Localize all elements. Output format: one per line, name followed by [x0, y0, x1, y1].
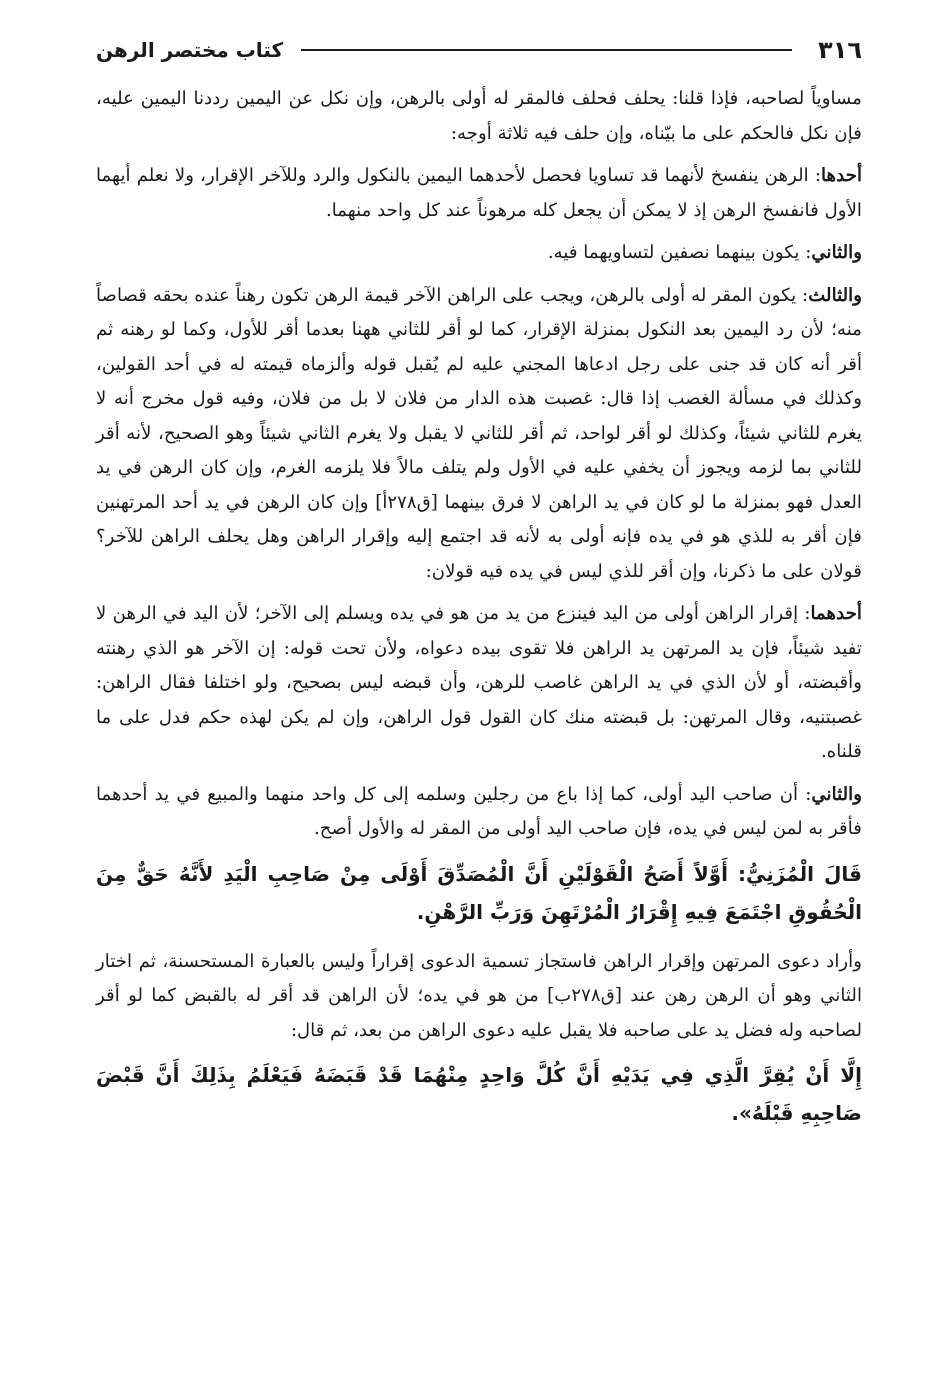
book-title: كتاب مختصر الرهن [96, 38, 284, 62]
page-header [96, 30, 862, 70]
paragraph-1-text: مساوياً لصاحبه، فإذا قلنا: يحلف فحلف فالمقر له أولى بالرهن، وإن نكل عن اليمين رددنا اليمين عليه، فإن نكل فالحكم على ما بيّناه، وإن حلف فيه ثلاثة أوجه: [96, 88, 862, 144]
paragraph-commentary-text: وأراد دعوى المرتهن وإقرار الراهن فاستجاز تسمية الدعوى إقراراً وليس بالعبارة المستحسنة، ثم اختار الثاني وهو أن الرهن رهن عند [ق٢٧٨ب] من هو في يده؛ لأن الراهن قد أقر له بالقبض كما لو أقر لصاحبه وله فضل يد على صاحبه فلا يقبل عليه دعوى الراهن من بعد، ثم قال: [96, 950, 863, 1041]
paragraph-commentary [96, 945, 862, 1049]
paragraph-1 [96, 82, 862, 151]
page [96, 30, 862, 1146]
paragraph-2 [96, 159, 862, 228]
paragraph-2-text: : الرهن ينفسخ لأنهما قد تساويا فحصل لأحدهما اليمين بالنكول والرد وللآخر الإقرار، ولا نعلم أيهما الأول فانفسخ الرهن إذ لا يمكن أن يجعل كله مرهوناً عند كل واحد منهما. [96, 165, 862, 221]
quote-al-muzani [96, 855, 862, 931]
paragraph-5-text: : إقرار الراهن أولى من اليد فينزع من يد من هو في يده ويسلم إلى الآخر؛ لأن اليد في الرهن لا تفيد شيئاً، فإن يد المرتهن يد الراهن فلا تقوى بيده دعواه، ولأن تحت قوله: إن الآخر هو الذي رهنته وأقبضته، أو لأن الذي في يد الراهن غاصب للرهن، وأن قبضه ليس بصحيح، ولو اختلفا فقال الراهن: غصبتنيه، وقال المرتهن: بل قبضته منك كان القول قول الراهن، وإن لم يكن لهذه حكم فدل على ما قلناه. [96, 603, 862, 762]
quote-continuation-text: إِلَّا أَنْ يُقِرَّ الَّذِي فِي يَدَيْهِ أَنَّ كُلَّ وَاحِدٍ مِنْهُمَا قَدْ قَبَضَهُ فَيَعْلَمُ بِذَلِكَ أَنَّ قَبْضَ صَاحِبِهِ قَبْلَهُ». [96, 1063, 862, 1125]
paragraph-3 [96, 236, 862, 271]
paragraph-3-lead: والثاني [811, 242, 862, 263]
paragraph-6-lead: والثاني [811, 783, 862, 805]
paragraph-3-text: : يكون بينهما نصفين لتساويهما فيه. [547, 242, 812, 263]
paragraph-5 [96, 597, 862, 770]
paragraph-4-lead: والثالث [808, 284, 862, 306]
paragraph-5-lead: أحدهما [810, 603, 862, 624]
paragraph-4-text: : يكون المقر له أولى بالرهن، ويجب على الراهن الآخر قيمة الرهن تكون رهناً عنده بحقه قصاصاً منه؛ لأن رد اليمين بعد النكول بمنزلة الإقرار، كما لو أقر للثاني ههنا بعدما أقر للأول، وكما لو رهنه ثم أقر أنه كان قد جنى على رجل ادعاها المجني عليه لم يُقبل قوله وألزماه قيمته له في أحد القولين، وكذلك في مسألة الغصب إذا قال: غصبت هذه الدار من فلان لا بل من فلان، وفيه قول مخرج أنه لا يغرم للثاني شيئاً، وكذلك لو أقر لواحد، ثم أقر للثاني لا يقبل ولا يغرم الثاني شيئاً وهو الصحيح، لأنه أقر للثاني بما لزمه ويجوز أن يخفي عليه في الأول ولم يتلف مالاً فلا يلزمه الغرم، وإن كان الرهن في يد العدل فهو بمنزلة ما لو كان في يد الراهن لا فرق بينهما [ق٢٧٨أ] وإن كان الرهن في يد أحد المرتهنين فإن أقر به للذي هو في يده فإنه أولى به لأنه قد اجتمع إليه وإقرار الراهن وهل يحلف الراهن للآخر؟ قولان على ما ذكرنا، وإن أقر للذي ليس في يده فيه قولان: [96, 284, 862, 582]
paragraph-6 [96, 778, 862, 847]
paragraph-2-lead: أحدها [821, 165, 862, 186]
page-number: ٣١٦ [818, 36, 862, 64]
quote-al-muzani-text: قَالَ الْمُزَنِيُّ: أَوَّلاً أَصَحُ الْقَوْلَيْنِ أَنَّ الْمُصَدِّقَ أَوْلَى مِنْ صَاحِبِ الْيَدِ لأَنَّهُ حَقٌّ مِنَ الْحُقُوقِ اجْتَمَعَ فِيهِ إِقْرَارُ الْمُرْتَهِنَ وَرَبِّ الرَّهْنِ. [96, 861, 862, 924]
header-rule [301, 49, 792, 51]
quote-continuation [96, 1056, 862, 1132]
paragraph-4 [96, 279, 862, 590]
paragraph-6-text: : أن صاحب اليد أولى، كما إذا باع من رجلين وسلمه إلى كل واحد منهما والمبيع في يد أحدهما فأقر به لمن ليس في يده، فإن صاحب اليد أولى من المقر له والأول أصح. [96, 783, 862, 839]
